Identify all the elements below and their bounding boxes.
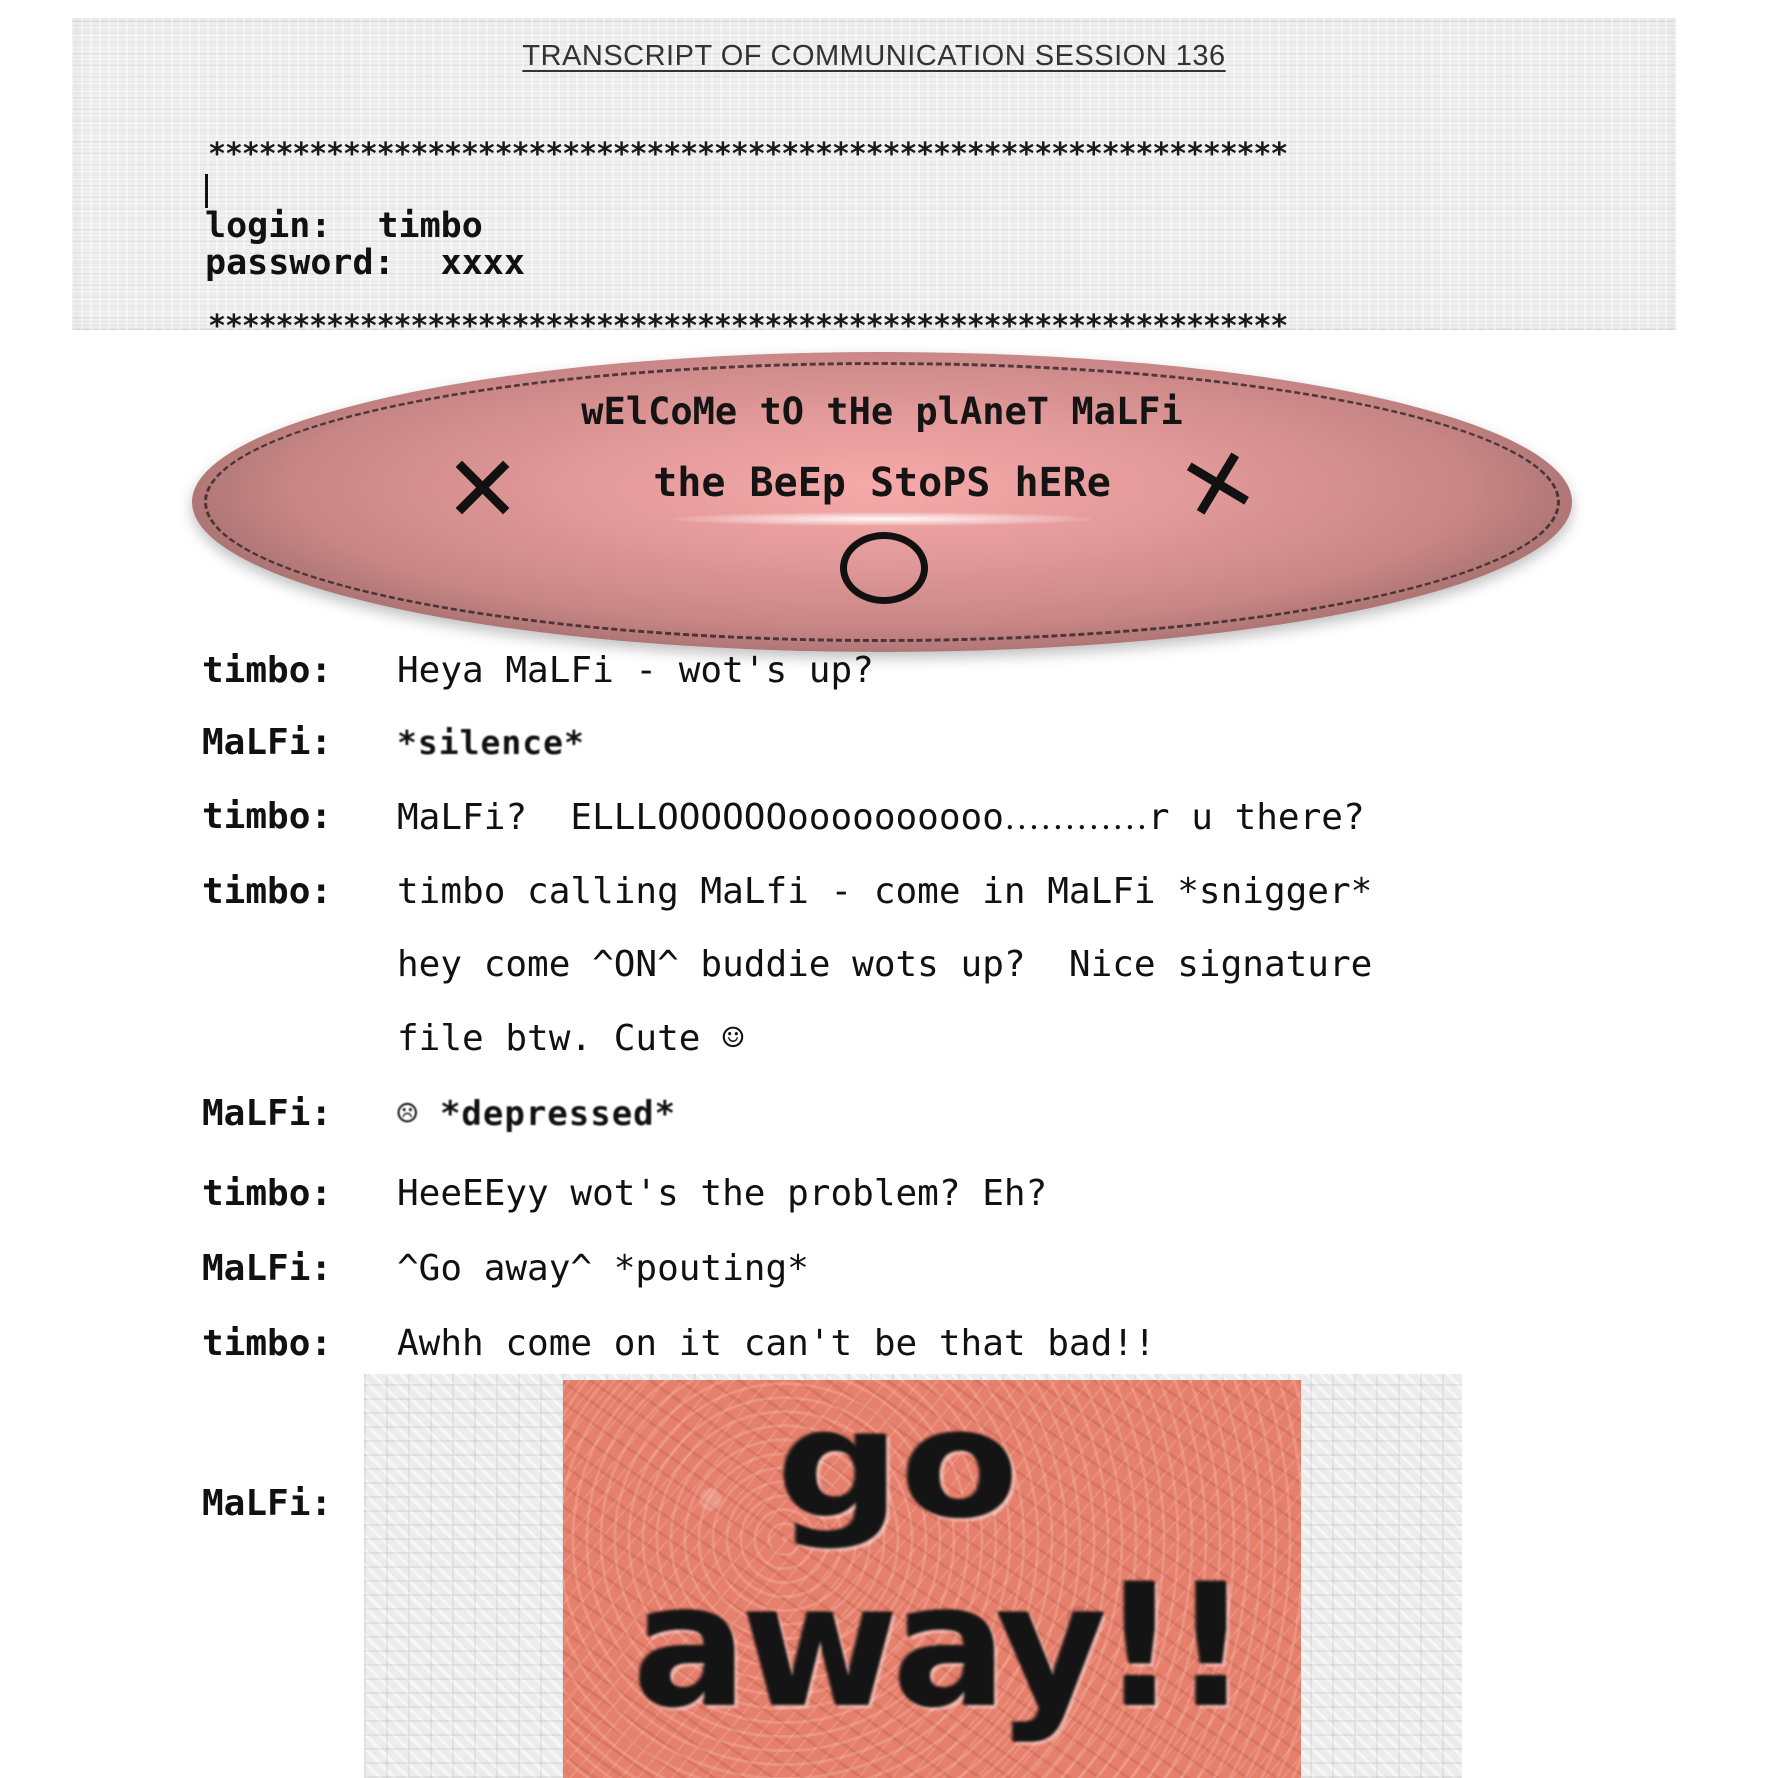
login-row [205, 208, 483, 244]
session-title: TRANSCRIPT OF COMMUNICATION SESSION 136 [522, 40, 1226, 72]
login-value: timbo [377, 206, 483, 246]
speaker-label: MaLFi: [202, 722, 333, 763]
star-divider-top: **************************************************************** [208, 140, 1288, 170]
circle-mouth-icon [840, 532, 928, 604]
password-row [205, 245, 525, 281]
transcript-header-panel [72, 18, 1676, 342]
message-text-start: MaLFi? ELLLOOOOOOoooooooooo [397, 797, 1004, 838]
message-dots: ………… [1003, 797, 1148, 837]
speaker-label: timbo: [202, 796, 333, 837]
speaker-label: MaLFi: [202, 1483, 333, 1524]
go-away-image [364, 1374, 1462, 1778]
message-text-continuation: file btw. Cute ☺ [397, 1018, 744, 1059]
cross-right-icon: ✕ [1168, 424, 1269, 547]
message-text: ^Go away^ *pouting* [397, 1248, 809, 1289]
password-value: xxxx [440, 243, 525, 283]
text-cursor [205, 174, 208, 208]
speaker-label: timbo: [202, 871, 333, 912]
message-text: *silence* [397, 723, 585, 762]
speaker-label: timbo: [202, 1323, 333, 1364]
speaker-label: MaLFi: [202, 1093, 333, 1134]
banner-motto-text: the BeEp StoPS hERe [653, 460, 1111, 506]
speaker-label: timbo: [202, 1173, 333, 1214]
message-text: ☹ *depressed* [397, 1094, 677, 1134]
banner-highlight [672, 512, 1092, 526]
banner-welcome-text: wElCoMe tO tHe plAneT MaLFi [581, 390, 1183, 433]
welcome-banner [192, 352, 1572, 652]
message-text: Awhh come on it can't be that bad!! [397, 1323, 1156, 1364]
go-away-image-word-1: go [777, 1378, 1020, 1552]
login-label: login: [205, 206, 332, 246]
message-text-continuation: hey come ^ON^ buddie wots up? Nice signature [397, 944, 1373, 985]
go-away-image-panel [563, 1380, 1301, 1778]
message-text [397, 797, 1365, 838]
star-divider-bottom: **************************************************************** [208, 312, 1288, 342]
message-text: HeeEEyy wot's the problem? Eh? [397, 1173, 1048, 1214]
go-away-image-word-2: away!! [633, 1548, 1245, 1746]
password-label: password: [205, 243, 395, 283]
message-text: timbo calling MaLfi - come in MaLFi *snigger* [397, 871, 1373, 912]
message-text-end: r u there? [1147, 797, 1365, 838]
speaker-label: timbo: [202, 650, 333, 691]
cross-left-icon: ✕ [444, 436, 522, 543]
message-text: Heya MaLFi - wot's up? [397, 650, 874, 691]
speaker-label: MaLFi: [202, 1248, 333, 1289]
